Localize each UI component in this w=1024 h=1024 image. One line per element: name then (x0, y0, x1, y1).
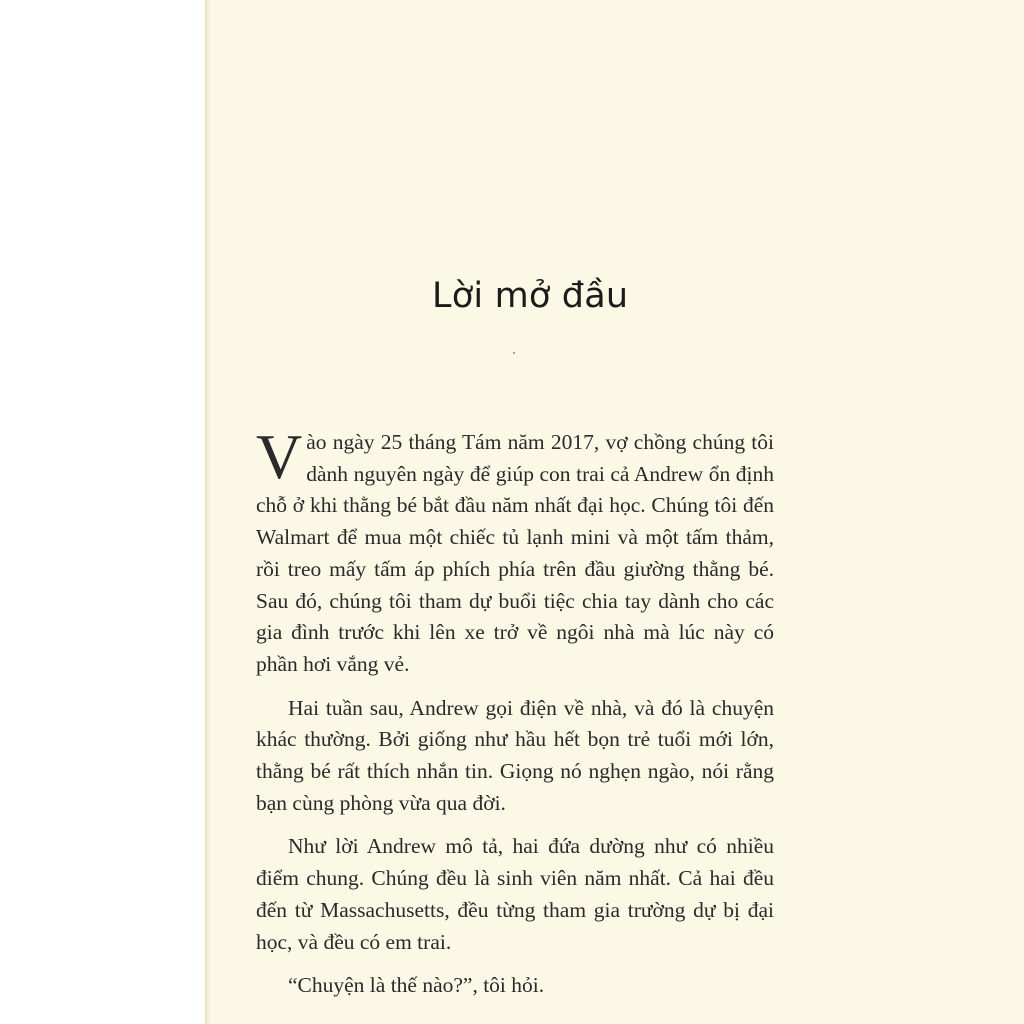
paragraph-1 (256, 421, 774, 681)
paragraph-2-text: Hai tuần sau, Andrew gọi điện về nhà, và đó là chuyện khác thường. Bởi giống như hầu hết bọn trẻ tuổi mới lớn, thằng bé rất thích nhắn tin. Giọng nó nghẹn ngào, nói rằng bạn cùng phòng vừa qua đời. (256, 695, 774, 815)
paragraph-4 (256, 970, 774, 1002)
body-text (256, 421, 774, 1014)
drop-cap: V (256, 421, 303, 492)
paragraph-2 (256, 693, 774, 820)
paragraph-3 (256, 831, 774, 958)
paragraph-1-text: ào ngày 25 tháng Tám năm 2017, vợ chồng chúng tôi dành nguyên ngày để giúp con trai cả Andrew ổn định chỗ ở khi thằng bé bắt đầu năm nhất đại học. Chúng tôi đến Walmart để mua một chiếc tủ lạnh mini và một tấm thảm, rồi treo mấy tấm áp phích phía trên đầu giường thằng bé. Sau đó, chúng tôi tham dự buổi tiệc chia tay dành cho các gia đình trước khi lên xe trở về ngôi nhà mà lúc này có phần hơi vắng vẻ. (256, 430, 774, 676)
paragraph-3-text: Như lời Andrew mô tả, hai đứa dường như có nhiều điểm chung. Chúng đều là sinh viên năm nhất. Cả hai đều đến từ Massachusetts, đều từng tham gia trường dự bị đại học, và đều có em trai. (256, 834, 774, 954)
page-gutter-shadow (205, 0, 211, 1024)
paragraph-4-text: “Chuyện là thế nào?”, tôi hỏi. (288, 973, 545, 998)
ornament-dot (513, 352, 515, 354)
chapter-title: Lời mở đầu (432, 276, 629, 316)
